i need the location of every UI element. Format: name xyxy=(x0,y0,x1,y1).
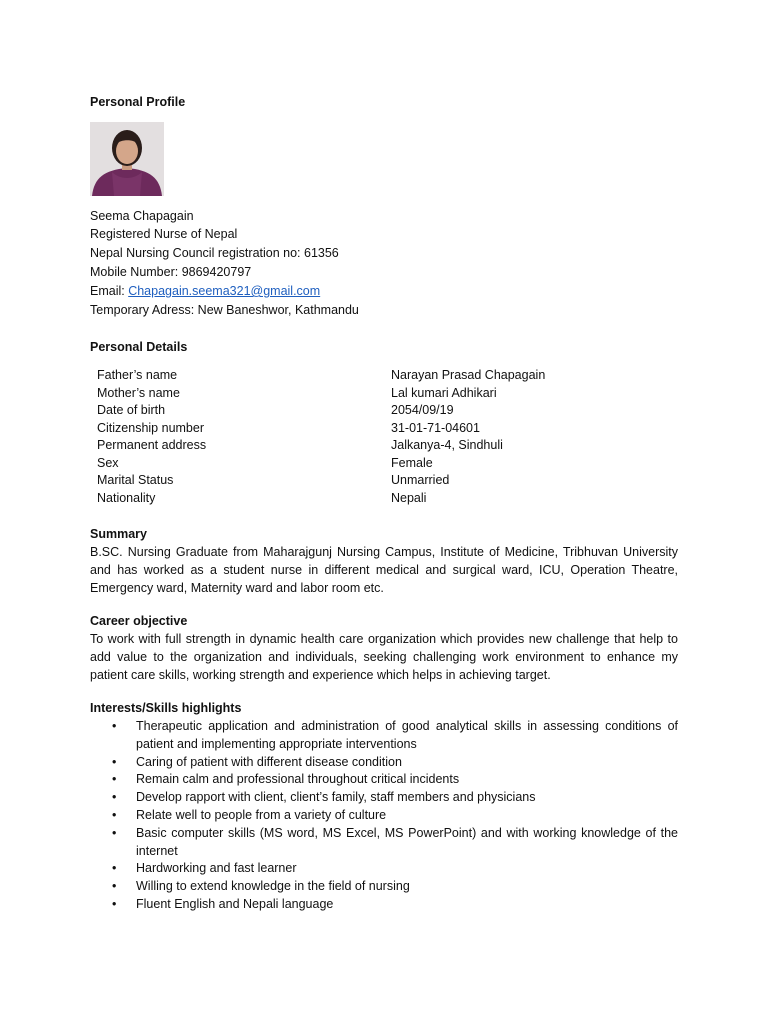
contact-title: Registered Nurse of Nepal xyxy=(90,227,238,241)
detail-label: Permanent address xyxy=(97,438,207,452)
skills-heading: Interests/Skills highlights xyxy=(90,701,242,715)
bullet-icon: • xyxy=(112,754,117,769)
skill-text: Hardworking and fast learner xyxy=(136,861,297,876)
profile-photo-image xyxy=(90,122,164,196)
contact-name: Seema Chapagain xyxy=(90,209,194,223)
bullet-icon: • xyxy=(112,790,117,805)
skill-text: Basic computer skills (MS word, MS Excel, MS PowerPoint) and with working knowledge of the internet xyxy=(136,825,678,858)
detail-row xyxy=(97,367,557,385)
detail-value: Jalkanya-4, Sindhuli xyxy=(391,438,503,452)
detail-label: Citizenship number xyxy=(97,420,204,435)
career-objective-text: To work with full strength in dynamic health care organization which provides new challenge that help to add value to the organization and individuals, seeking challenging work environment to enhance my patient care skills, working strength and experience which helps in achieving target. xyxy=(90,632,678,682)
skill-text: Fluent English and Nepali language xyxy=(136,896,334,911)
skill-text: Relate well to people from a variety of culture xyxy=(136,807,387,822)
skills-list xyxy=(112,718,678,914)
profile-photo xyxy=(90,122,164,196)
email-link[interactable]: Chapagain.seema321@gmail.com xyxy=(128,284,321,298)
detail-row xyxy=(97,472,557,490)
list-item xyxy=(112,789,678,807)
detail-row xyxy=(97,437,557,455)
contact-address: Temporary Adress: New Baneshwor, Kathmandu xyxy=(90,303,359,317)
skill-text: Caring of patient with different disease condition xyxy=(136,754,402,769)
summary-text: B.SC. Nursing Graduate from Maharajgunj Nursing Campus, Institute of Medicine, Tribhuvan University and has worked as a student nurse in different medical and surgical ward, ICU, Operation Theatre, Emergency ward, Maternity ward and labor room etc. xyxy=(90,545,678,595)
detail-row xyxy=(97,402,557,420)
detail-label: Date of birth xyxy=(97,403,166,417)
detail-row xyxy=(97,490,557,508)
bullet-icon: • xyxy=(112,896,117,911)
list-item xyxy=(112,807,678,825)
detail-value: 2054/09/19 xyxy=(391,403,454,417)
contact-registration: Nepal Nursing Council registration no: 61356 xyxy=(90,246,339,260)
skill-text: Willing to extend knowledge in the field of nursing xyxy=(136,879,410,894)
contact-mobile: Mobile Number: 9869420797 xyxy=(90,265,252,279)
list-item xyxy=(112,718,678,754)
summary-heading: Summary xyxy=(90,527,147,541)
detail-row xyxy=(97,420,557,438)
detail-value: Lal kumari Adhikari xyxy=(391,385,497,400)
list-item xyxy=(112,771,678,789)
detail-value: Nepali xyxy=(391,490,427,505)
detail-row xyxy=(97,385,557,403)
skill-text: Therapeutic application and administration of good analytical skills in assessing conditions of patient and implementing appropriate interventions xyxy=(136,719,678,751)
list-item xyxy=(112,860,678,878)
list-item xyxy=(112,754,678,772)
personal-details-heading: Personal Details xyxy=(90,340,188,354)
detail-value: Unmarried xyxy=(391,473,450,487)
detail-label: Marital Status xyxy=(97,473,174,487)
career-objective-heading: Career objective xyxy=(90,614,188,628)
bullet-icon: • xyxy=(112,879,117,894)
detail-value: 31-01-71-04601 xyxy=(391,420,480,435)
detail-label: Nationality xyxy=(97,490,156,505)
bullet-icon: • xyxy=(112,825,117,840)
email-label: Email: xyxy=(90,284,129,298)
list-item xyxy=(112,878,678,896)
contact-email-line xyxy=(90,282,320,300)
bullet-icon: • xyxy=(112,719,117,733)
detail-label: Sex xyxy=(97,455,119,470)
detail-label: Mother’s name xyxy=(97,385,180,400)
page-title: Personal Profile xyxy=(90,95,186,109)
detail-row xyxy=(97,455,557,473)
skill-text: Develop rapport with client, client’s family, staff members and physicians xyxy=(136,790,536,805)
detail-value: Narayan Prasad Chapagain xyxy=(391,368,546,382)
list-item xyxy=(112,825,678,861)
bullet-icon: • xyxy=(112,807,117,822)
skill-text: Remain calm and professional throughout critical incidents xyxy=(136,772,460,787)
list-item xyxy=(112,896,678,914)
bullet-icon: • xyxy=(112,772,117,787)
detail-value: Female xyxy=(391,455,433,470)
detail-label: Father’s name xyxy=(97,368,178,382)
bullet-icon: • xyxy=(112,861,117,876)
